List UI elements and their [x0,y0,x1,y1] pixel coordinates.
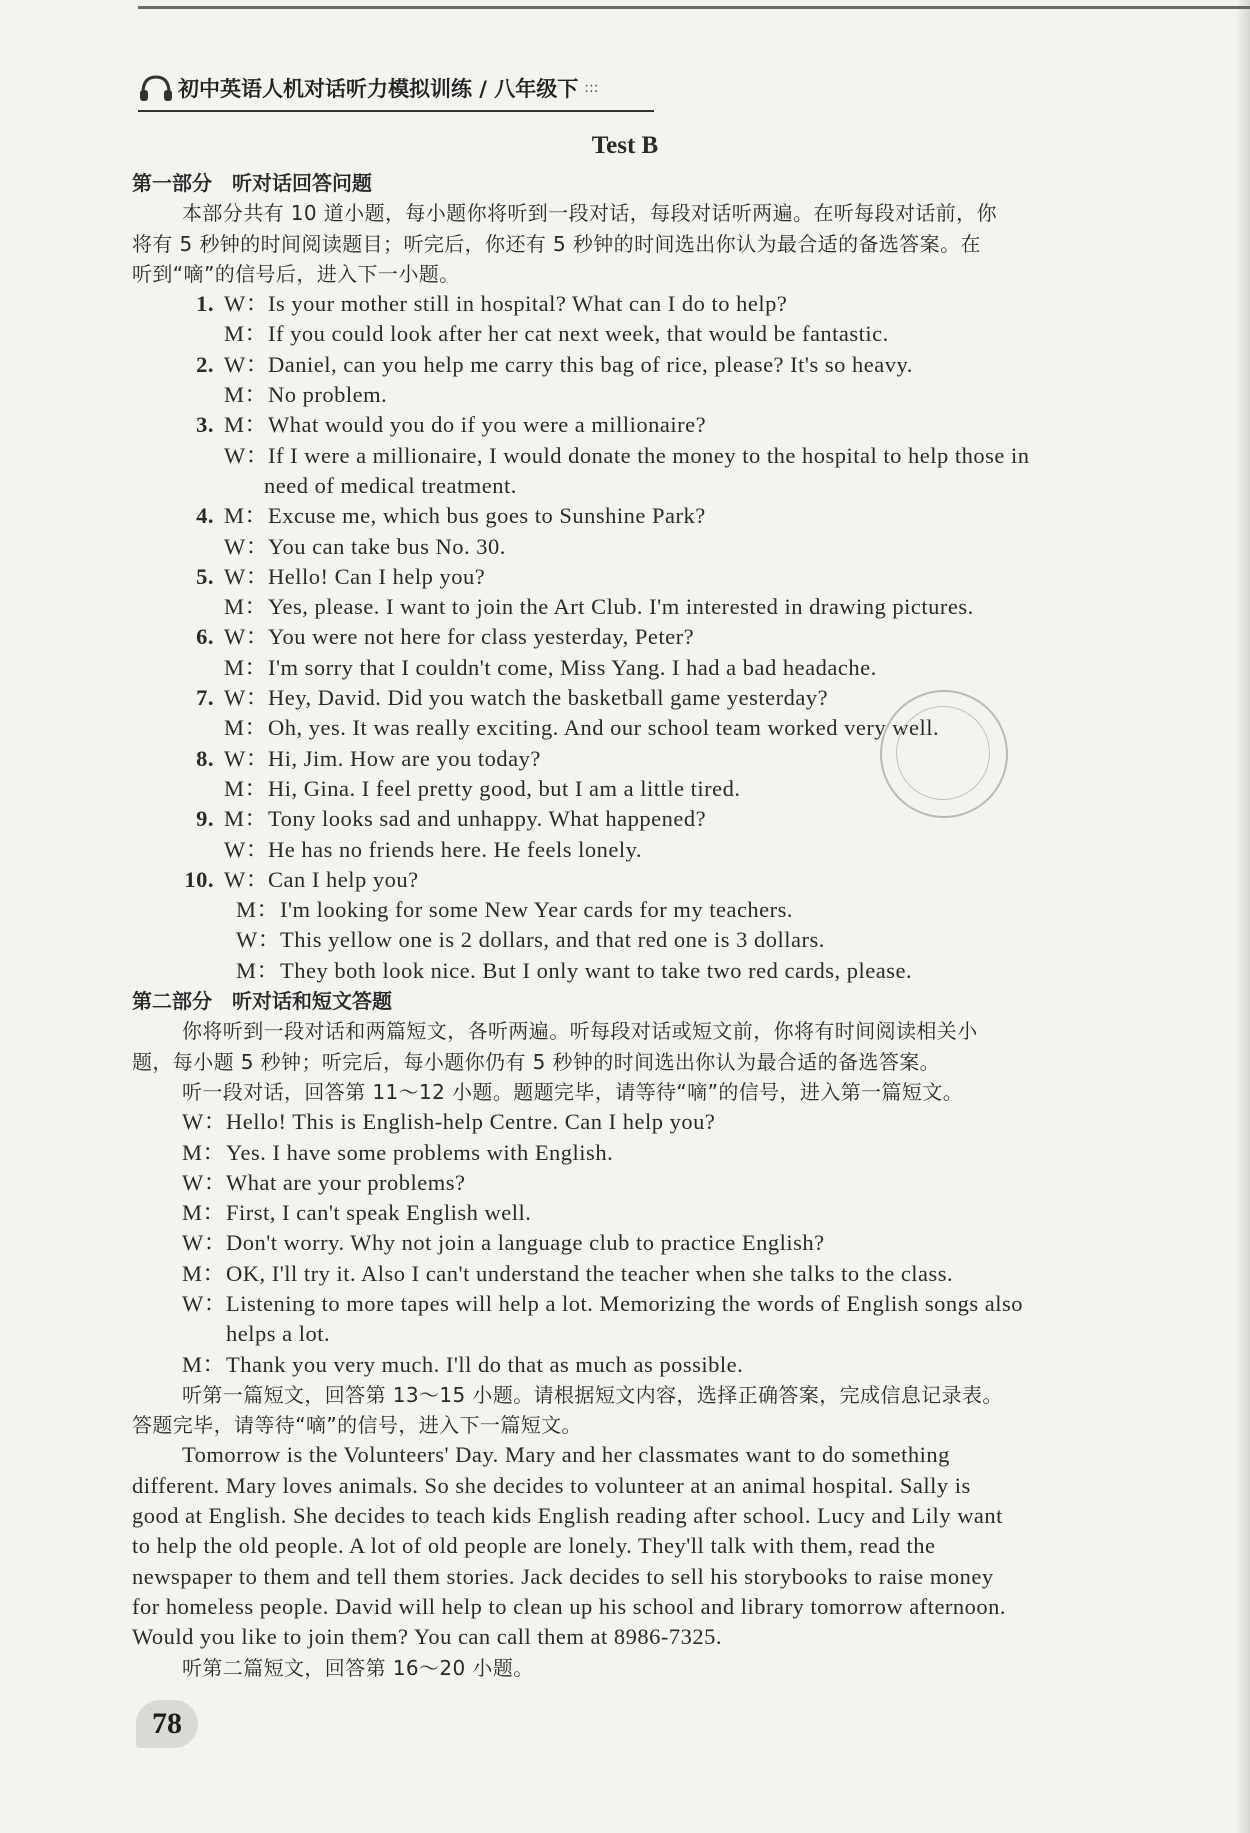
question-line: 1. W：Is your mother still in hospital? What can I do to help? [196,291,788,317]
question-line: M：Yes, please. I want to join the Art Club. I'm interested in drawing pictures. [224,594,974,620]
question-line: 4. M：Excuse me, which bus goes to Sunshine Park? [196,503,706,529]
dialogue-line: M：OK, I'll try it. Also I can't understand the teacher when she talks to the class. [182,1260,954,1286]
part2-intro-line: 你将听到一段对话和两篇短文，各听两遍。听每段对话或短文前，你将有时间阅读相关小 [182,1019,978,1044]
question-line: M：Hi, Gina. I feel pretty good, but I am a little tired. [224,775,741,801]
passage-line: different. Mary loves animals. So she decides to volunteer at an animal hospital. Sally is [132,1472,971,1498]
headphones-icon [138,73,174,103]
part2-intro-line: 听一段对话，回答第 11～12 小题。题题完毕，请等待“嘀”的信号，进入第一篇短文。 [182,1079,964,1104]
question-line: 7. W：Hey, David. Did you watch the basketball game yesterday? [196,685,829,711]
dialogue-line: M：Yes. I have some problems with English. [182,1139,614,1165]
part1-heading: 第一部分 听对话回答问题 [132,171,372,195]
part1-intro-line: 将有 5 秒钟的时间阅读题目；听完后，你还有 5 秒钟的时间选出你认为最合适的备选答案。在 [132,231,981,256]
question-line: 8. W：Hi, Jim. How are you today? [196,745,541,771]
question-line: M：I'm looking for some New Year cards for my teachers. [236,897,794,923]
passage-line: to help the old people. A lot of old people are lonely. They'll talk with them, read the [132,1533,936,1559]
header-underline [138,110,654,112]
question-line: need of medical treatment. [264,472,517,498]
part1-intro-line: 听到“嘀”的信号后，进入下一小题。 [132,261,460,286]
question-line: W：He has no friends here. He feels lonely. [224,836,643,862]
question-line: M：I'm sorry that I couldn't come, Miss Yang. I had a bad headache. [224,654,877,680]
page-edge-shadow [1236,0,1250,1833]
dialogue-line: M：Thank you very much. I'll do that as much as possible. [182,1351,744,1377]
question-line: W：This yellow one is 2 dollars, and that red one is 3 dollars. [236,927,825,953]
passage2-intro-line: 听第二篇短文，回答第 16～20 小题。 [182,1655,534,1680]
dialogue-line: M：First, I can't speak English well. [182,1200,532,1226]
dialogue-line: W：Hello! This is English-help Centre. Can I help you? [182,1109,716,1135]
stamp-seal [880,690,1008,818]
header-title: 初中英语人机对话听力模拟训练 / 八年级下 [178,77,579,101]
dialogue-line: W：Don't worry. Why not join a language club to practice English? [182,1230,825,1256]
question-line: M：If you could look after her cat next week, that would be fantastic. [224,321,889,347]
question-line: 10. W：Can I help you? [184,866,419,892]
passage-line: good at English. She decides to teach kids English reading after school. Lucy and Lily want [132,1503,1003,1529]
question-line: W：You can take bus No. 30. [224,533,506,559]
question-line: 6. W：You were not here for class yesterday, Peter? [196,624,695,650]
question-line: 9. M：Tony looks sad and unhappy. What happened? [196,806,707,832]
part2-heading: 第二部分 听对话和短文答题 [132,989,392,1014]
passage1-intro-line: 答题完毕，请等待“嘀”的信号，进入下一篇短文。 [132,1413,582,1438]
question-line: 3. M：What would you do if you were a millionaire? [196,412,707,438]
question-line: W：If I were a millionaire, I would donate the money to the hospital to help those in [224,442,1030,468]
question-line: 5. W：Hello! Can I help you? [196,563,486,589]
question-line: 2. W：Daniel, can you help me carry this bag of rice, please? It's so heavy. [196,351,913,377]
dialogue-line: helps a lot. [226,1321,331,1347]
passage1-intro-line: 听第一篇短文，回答第 13～15 小题。请根据短文内容，选择正确答案，完成信息记录表。 [182,1382,1003,1407]
running-header [138,68,598,108]
passage-line: Tomorrow is the Volunteers' Day. Mary and her classmates want to do something [182,1442,950,1468]
part1-intro-line: 本部分共有 10 道小题，每小题你将听到一段对话，每段对话听两遍。在听每段对话前，你 [182,201,997,226]
question-line: M：No problem. [224,382,388,408]
test-title: Test B [591,132,659,159]
page-content [132,168,1174,1683]
top-rule [138,6,1250,9]
page-number: 78 [136,1700,198,1748]
passage-line: for homeless people. David will help to clean up his school and library tomorrow afternoon. [132,1593,1007,1619]
question-line: M：Oh, yes. It was really exciting. And our school team worked very well. [224,715,940,741]
dialogue-line: W：Listening to more tapes will help a lot. Memorizing the words of English songs also [182,1290,1024,1316]
part2-intro-line: 题，每小题 5 秒钟；听完后，每小题你仍有 5 秒钟的时间选出你认为最合适的备选答案。 [132,1049,941,1074]
dialogue-line: W：What are your problems? [182,1169,466,1195]
question-line: M：They both look nice. But I only want to take two red cards, please. [236,957,913,983]
header-dots: ::: [584,80,599,96]
passage-line: Would you like to join them? You can call them at 8986-7325. [132,1624,722,1650]
passage-line: newspaper to them and tell them stories. Jack decides to sell his storybooks to raise money [132,1563,994,1589]
